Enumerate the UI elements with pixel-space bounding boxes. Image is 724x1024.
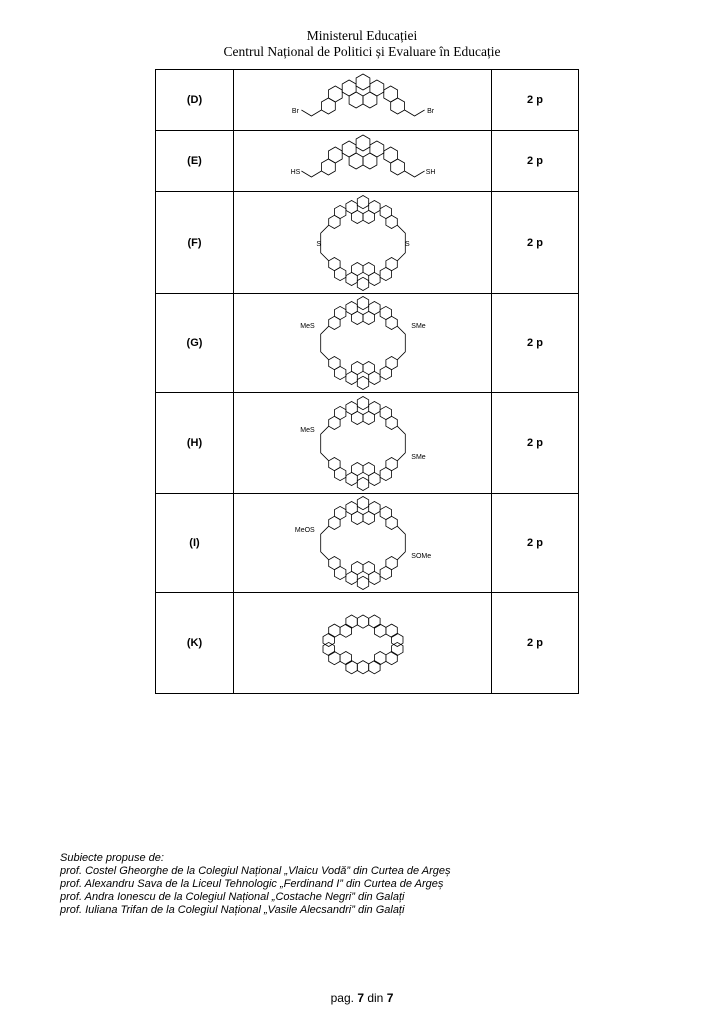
bond-line xyxy=(320,526,328,560)
hexagon-ring xyxy=(334,467,346,480)
bond-line xyxy=(301,110,321,116)
hexagon-ring xyxy=(328,624,339,637)
hexagon-ring xyxy=(385,316,396,329)
bond-line xyxy=(320,225,328,261)
table-row xyxy=(156,593,579,694)
answer-table xyxy=(155,69,579,694)
substituent-label: SOMe xyxy=(410,552,431,560)
hexagon-ring xyxy=(368,302,379,315)
hexagon-ring xyxy=(391,642,402,655)
header-ministry: Ministerul Educației xyxy=(306,28,418,43)
hexagon-ring xyxy=(390,98,404,114)
points-cell: 2 p xyxy=(492,494,579,593)
molecule-structure-k xyxy=(238,594,488,693)
substituent-label: SH xyxy=(425,169,435,176)
hexagon-ring xyxy=(351,362,362,375)
hexagon-ring xyxy=(368,472,379,485)
row-label: (F) xyxy=(156,192,234,294)
substituent-label: HS xyxy=(290,169,300,176)
hexagon-ring xyxy=(357,660,368,673)
hexagon-ring xyxy=(385,651,396,664)
row-label: (D) xyxy=(156,70,234,131)
substituent-label: MeS xyxy=(299,426,315,434)
header-center: Centrul Național de Politici și Evaluare în Educație xyxy=(223,44,501,59)
hexagon-ring xyxy=(351,562,362,575)
substituent-label: S xyxy=(404,240,410,248)
hexagon-ring xyxy=(368,401,379,414)
authors-block xyxy=(60,852,451,917)
table-row xyxy=(156,131,579,192)
points-cell: 2 p xyxy=(492,131,579,192)
hexagon-ring xyxy=(356,74,370,90)
hexagon-ring xyxy=(351,411,362,424)
page-sep: din xyxy=(367,991,384,1005)
hexagon-ring xyxy=(368,660,379,673)
molecule-structure-f xyxy=(238,193,488,293)
hexagon-ring xyxy=(328,86,342,102)
row-label: (H) xyxy=(156,393,234,494)
hexagon-ring xyxy=(345,615,356,628)
page-current: 7 xyxy=(357,991,364,1005)
hexagon-ring xyxy=(385,257,396,270)
substituent-label: SMe xyxy=(410,453,426,461)
points-cell: 2 p xyxy=(492,593,579,694)
hexagon-ring xyxy=(357,477,368,490)
hexagon-ring xyxy=(357,497,368,510)
hexagon-ring xyxy=(323,642,334,655)
hexagon-ring xyxy=(357,396,368,409)
table-row xyxy=(156,393,579,494)
structure-cell xyxy=(234,192,492,294)
substituent-label: S xyxy=(315,240,321,248)
hexagon-ring xyxy=(349,153,363,169)
hexagon-ring xyxy=(374,624,386,637)
bond-line xyxy=(320,426,328,461)
hexagon-ring xyxy=(340,651,352,664)
structure-cell xyxy=(234,131,492,192)
hexagon-ring xyxy=(357,376,368,389)
structure-cell xyxy=(234,494,492,593)
hexagon-ring xyxy=(351,311,362,324)
hexagon-ring xyxy=(369,141,383,157)
hexagon-ring xyxy=(385,516,396,529)
hexagon-ring xyxy=(334,267,346,280)
hexagon-ring xyxy=(368,615,379,628)
structure-cell xyxy=(234,294,492,393)
hexagon-ring xyxy=(368,200,379,213)
bond-line xyxy=(301,171,321,177)
hexagon-ring xyxy=(351,511,362,524)
substituent-label: SMe xyxy=(410,323,426,331)
substituent-label: Br xyxy=(426,108,434,115)
hexagon-ring xyxy=(349,92,363,108)
points-cell: 2 p xyxy=(492,393,579,494)
hexagon-ring xyxy=(357,615,368,628)
hexagon-ring xyxy=(368,371,379,384)
substituent-label: Br xyxy=(291,108,299,115)
hexagon-ring xyxy=(357,297,368,310)
hexagon-ring xyxy=(385,557,396,570)
bond-line xyxy=(404,171,424,177)
structure-cell xyxy=(234,70,492,131)
table-row xyxy=(156,192,579,294)
hexagon-ring xyxy=(369,80,383,96)
points-cell: 2 p xyxy=(492,70,579,131)
hexagon-ring xyxy=(345,660,356,673)
hexagon-ring xyxy=(334,566,346,579)
hexagon-ring xyxy=(390,159,404,175)
hexagon-ring xyxy=(357,277,368,290)
hexagon-ring xyxy=(334,306,346,319)
bond-line xyxy=(397,326,405,360)
substituent-label: MeOS xyxy=(294,527,315,535)
table-row xyxy=(156,294,579,393)
row-label: (E) xyxy=(156,131,234,192)
hexagon-ring xyxy=(385,624,396,637)
hexagon-ring xyxy=(340,624,352,637)
hexagon-ring xyxy=(374,651,386,664)
table-row xyxy=(156,70,579,131)
row-label: (I) xyxy=(156,494,234,593)
hexagon-ring xyxy=(328,147,342,163)
page-prefix: pag. xyxy=(330,991,354,1005)
substituent-label: MeS xyxy=(299,323,315,331)
hexagon-ring xyxy=(368,272,379,285)
hexagon-ring xyxy=(356,135,370,151)
row-label: (K) xyxy=(156,593,234,694)
page-number xyxy=(0,991,724,1005)
hexagon-ring xyxy=(368,571,379,584)
author-line: prof. Andra Ionescu de la Colegiul Național „Costache Negri” din Galați xyxy=(60,891,405,903)
hexagon-ring xyxy=(357,195,368,208)
author-line: prof. Costel Gheorghe de la Colegiul Național „Vlaicu Vodă” din Curtea de Argeș xyxy=(60,865,451,877)
molecule-structure-i xyxy=(238,494,488,592)
authors-title: Subiecte propuse de: xyxy=(60,852,164,864)
points-cell: 2 p xyxy=(492,192,579,294)
hexagon-ring xyxy=(351,262,362,275)
author-line: prof. Alexandru Sava de la Liceul Tehnologic „Ferdinand I” din Curtea de Argeș xyxy=(60,878,444,890)
hexagon-ring xyxy=(334,205,346,218)
structure-cell xyxy=(234,393,492,494)
hexagon-ring xyxy=(334,406,346,419)
hexagon-ring xyxy=(368,502,379,515)
row-label: (G) xyxy=(156,294,234,393)
molecule-structure-e xyxy=(238,133,488,189)
page-total: 7 xyxy=(386,991,394,1005)
bond-line xyxy=(404,110,424,116)
hexagon-ring xyxy=(357,576,368,589)
molecule-structure-h xyxy=(238,394,488,493)
hexagon-ring xyxy=(385,215,396,228)
bond-line xyxy=(320,326,328,360)
hexagon-ring xyxy=(385,457,396,470)
molecule-structure-d xyxy=(238,72,488,128)
hexagon-ring xyxy=(385,416,396,429)
bond-line xyxy=(397,426,405,461)
points-cell: 2 p xyxy=(492,294,579,393)
hexagon-ring xyxy=(334,506,346,519)
hexagon-ring xyxy=(351,210,362,223)
bond-line xyxy=(397,526,405,560)
table-row xyxy=(156,494,579,593)
hexagon-ring xyxy=(328,651,339,664)
hexagon-ring xyxy=(385,357,396,370)
hexagon-ring xyxy=(351,462,362,475)
molecule-structure-g xyxy=(238,294,488,392)
author-line: prof. Iuliana Trifan de la Colegiul Național „Vasile Alecsandri” din Galați xyxy=(60,904,405,916)
structure-cell xyxy=(234,593,492,694)
hexagon-ring xyxy=(334,366,346,379)
